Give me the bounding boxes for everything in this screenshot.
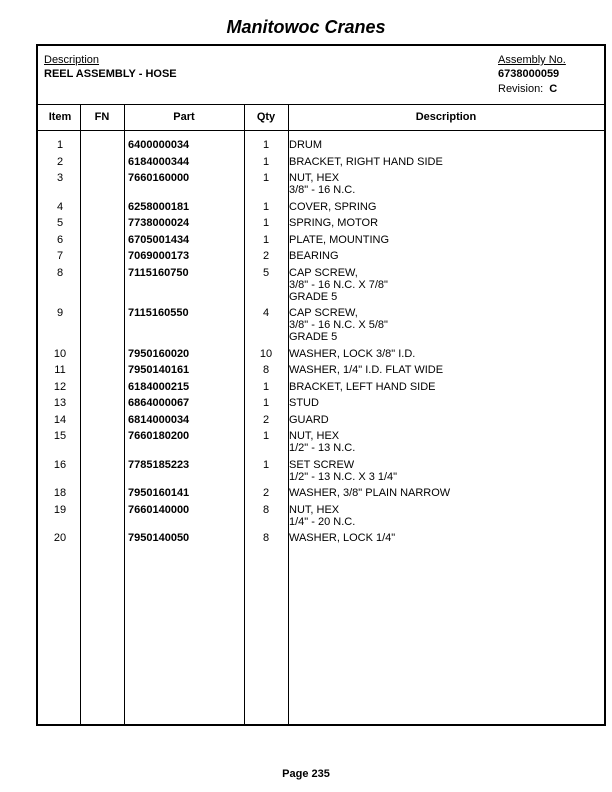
item-number: 20: [53, 532, 67, 544]
part-description: [289, 397, 599, 409]
part-description: [289, 430, 599, 454]
part-description: [289, 234, 599, 246]
part-description: [289, 217, 599, 229]
part-description: [289, 250, 599, 262]
part-description: [289, 267, 599, 303]
item-number: 13: [53, 397, 67, 409]
description-line: DRUM: [289, 139, 322, 151]
part-number: 7950160020: [128, 347, 190, 360]
part-description: [289, 201, 599, 213]
part-description: [289, 414, 599, 426]
description-line: CAP SCREW,: [289, 266, 358, 279]
part-number: 7069000173: [128, 250, 190, 262]
quantity: 8: [262, 503, 270, 516]
part-number: 6400000034: [128, 139, 190, 151]
part-description: [289, 487, 599, 499]
item-number: 14: [53, 413, 67, 426]
description-line: BEARING: [289, 250, 339, 262]
item-number: 5: [56, 217, 64, 229]
description-line: 3/8" - 16 N.C. X 5/8": [289, 319, 388, 331]
description-line: NUT, HEX: [289, 430, 340, 442]
description-line: 1/2" - 13 N.C. X 3 1/4": [289, 470, 398, 483]
quantity: 2: [262, 487, 270, 499]
item-number: 19: [53, 503, 67, 516]
description-label: Description: [44, 54, 100, 66]
part-number: 7115160750: [128, 266, 189, 279]
description-line: NUT, HEX: [289, 172, 340, 184]
column-divider: [124, 104, 125, 724]
description-line: WASHER, LOCK 3/8" I.D.: [289, 347, 416, 360]
item-number: 18: [53, 487, 67, 499]
quantity: 2: [262, 413, 270, 426]
part-number: 6258000181: [128, 200, 190, 213]
description-line: WASHER, 1/4" I.D. FLAT WIDE: [289, 364, 444, 376]
description-line: BRACKET, RIGHT HAND SIDE: [289, 155, 443, 168]
revision-label: Revision:: [498, 83, 544, 95]
assembly-number-label: Assembly No.: [498, 54, 566, 66]
description-line: PLATE, MOUNTING: [289, 233, 390, 246]
quantity: 2: [262, 250, 270, 262]
quantity: 1: [262, 155, 270, 168]
part-description: [289, 532, 599, 544]
page-number: Page 235: [282, 768, 330, 780]
column-header-row: [38, 104, 604, 131]
column-header-qty: Qty: [256, 111, 276, 123]
item-number: 10: [53, 347, 67, 360]
assembly-header: [38, 46, 604, 105]
part-number: 6184000215: [128, 380, 190, 393]
part-description: [289, 139, 599, 151]
item-number: 7: [56, 250, 64, 262]
item-number: 15: [53, 430, 67, 442]
description-line: GRADE 5: [289, 290, 338, 303]
description-line: GRADE 5: [289, 331, 338, 343]
description-line: STUD: [289, 397, 319, 409]
part-description: [289, 172, 599, 196]
quantity: 1: [262, 458, 270, 471]
item-number: 2: [56, 155, 64, 168]
item-number: 8: [56, 266, 64, 279]
item-number: 16: [53, 458, 67, 471]
revision-value: C: [549, 83, 558, 95]
part-number: 6184000344: [128, 155, 190, 168]
quantity: 1: [262, 139, 270, 151]
description-line: 3/8" - 16 N.C. X 7/8": [289, 278, 388, 291]
part-description: [289, 504, 599, 528]
quantity: 1: [262, 397, 270, 409]
quantity: 1: [262, 200, 270, 213]
description-line: NUT, HEX: [289, 503, 340, 516]
description-line: WASHER, LOCK 1/4": [289, 532, 396, 544]
revision: [498, 83, 557, 95]
description-line: SPRING, MOTOR: [289, 217, 379, 229]
description-line: CAP SCREW,: [289, 307, 358, 319]
part-description: [289, 348, 599, 360]
part-number: 7738000024: [128, 217, 190, 229]
item-number: 4: [56, 200, 64, 213]
part-number: 7660160000: [128, 172, 190, 184]
column-divider: [80, 104, 81, 724]
assembly-number-value: 6738000059: [498, 68, 560, 80]
part-number: 6705001434: [128, 233, 190, 246]
description-value: REEL ASSEMBLY - HOSE: [44, 68, 177, 80]
column-header-part: Part: [173, 111, 195, 123]
item-number: 11: [54, 364, 66, 376]
part-number: 7660140000: [128, 503, 190, 516]
description-line: COVER, SPRING: [289, 200, 377, 213]
part-number: 7950140050: [128, 532, 190, 544]
item-number: 12: [53, 380, 67, 393]
item-number: 6: [56, 233, 64, 246]
part-description: [289, 381, 599, 393]
part-number: 7785185223: [128, 458, 190, 471]
quantity: 5: [262, 266, 270, 279]
part-number: 7950140161: [128, 364, 190, 376]
quantity: 8: [262, 532, 270, 544]
quantity: 10: [259, 347, 273, 360]
quantity: 1: [262, 217, 270, 229]
description-line: BRACKET, LEFT HAND SIDE: [289, 380, 436, 393]
column-header-item: Item: [48, 111, 72, 123]
description-line: 1/2" - 13 N.C.: [289, 442, 356, 454]
description-line: 1/4" - 20 N.C.: [289, 515, 356, 528]
part-description: [289, 459, 599, 483]
part-number: 6864000067: [128, 397, 190, 409]
column-header-fn: FN: [94, 111, 110, 123]
description-line: WASHER, 3/8" PLAIN NARROW: [289, 487, 451, 499]
part-number: 6814000034: [128, 413, 190, 426]
page-title: Manitowoc Cranes: [226, 17, 386, 37]
part-description: [289, 307, 599, 343]
quantity: 1: [262, 430, 270, 442]
part-number: 7660180200: [128, 430, 190, 442]
description-line: 3/8" - 16 N.C.: [289, 184, 356, 196]
description-line: SET SCREW: [289, 458, 355, 471]
quantity: 8: [262, 364, 270, 376]
quantity: 1: [262, 233, 270, 246]
part-number: 7950160141: [128, 487, 190, 499]
column-header-description: Description: [415, 111, 477, 123]
description-line: GUARD: [289, 413, 329, 426]
item-number: 9: [56, 307, 64, 319]
item-number: 1: [56, 139, 64, 151]
quantity: 1: [262, 380, 270, 393]
quantity: 4: [262, 307, 270, 319]
parts-list-frame: [36, 44, 606, 726]
part-description: [289, 156, 599, 168]
item-number: 3: [56, 172, 64, 184]
part-description: [289, 364, 599, 376]
quantity: 1: [262, 172, 270, 184]
part-number: 7115160550: [128, 307, 189, 319]
